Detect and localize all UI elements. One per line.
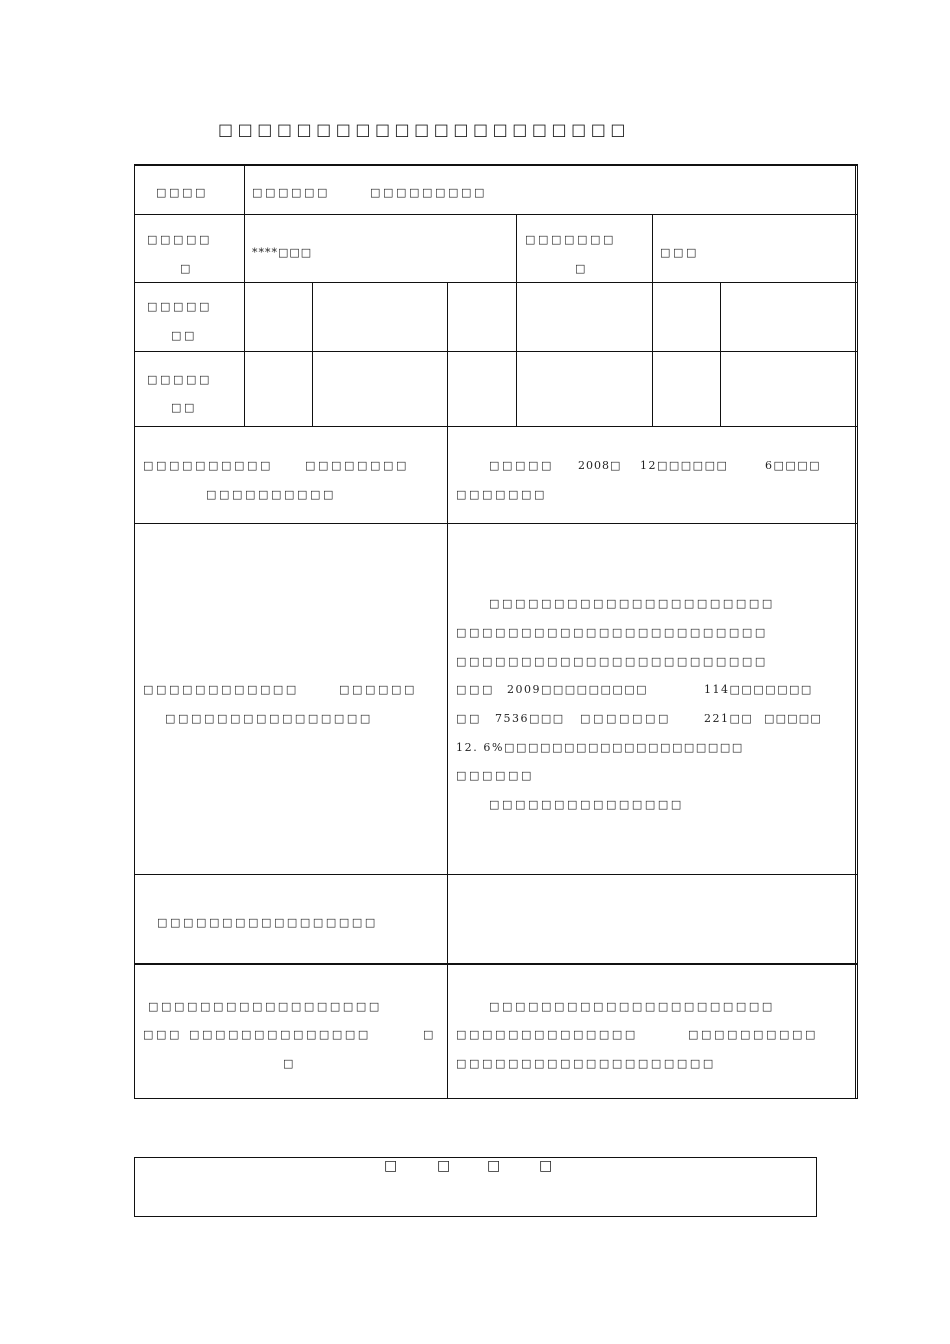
row8-left-line3: □	[283, 1057, 296, 1070]
row6-para-line2: □□□□□□□□□□□□□□□□□□□□□□□□	[456, 626, 768, 639]
row-divider	[134, 214, 857, 215]
col-divider	[447, 282, 448, 1099]
row8-left-line2c: □	[423, 1028, 436, 1041]
row6-para-line5b: 7536□□□	[495, 712, 565, 725]
row2-label2-line1: □□□□□□□	[525, 233, 616, 246]
document-title: □□□□□□□□□□□□□□□□□□□□□	[218, 120, 630, 139]
row3-label-line1: □□□□□	[147, 300, 212, 313]
row7-left: □□□□□□□□□□□□□□□□□	[157, 916, 378, 929]
row-divider	[134, 523, 857, 524]
row6-para-line5c: □□□□□□□	[580, 712, 671, 725]
row6-para-line1: □□□□□□□□□□□□□□□□□□□□□□	[489, 597, 775, 610]
col-divider	[312, 282, 313, 426]
row8-right-line1: □□□□□□□□□□□□□□□□□□□□□□	[489, 1000, 775, 1013]
row6-para-line5e: □□□□□	[764, 712, 822, 725]
row4-label-line2: □□	[171, 401, 197, 414]
row-divider	[134, 282, 857, 283]
table-border-top	[134, 164, 857, 166]
col-divider	[720, 282, 721, 426]
row3-label-line2: □□	[171, 329, 197, 342]
table-border-left	[134, 164, 135, 1099]
row8-left-line1: □□□□□□□□□□□□□□□□□□	[148, 1000, 382, 1013]
row8-right-line2a: □□□□□□□□□□□□□□	[456, 1028, 638, 1041]
footer-char: □	[539, 1158, 553, 1174]
row6-left-line1b: □□□□□□	[339, 683, 417, 696]
row6-para-line5d: 221□□	[704, 712, 754, 725]
row5-left-line2: □□□□□□□□□□	[206, 488, 336, 501]
row6-para-line8: □□□□□□□□□□□□□□□	[489, 798, 684, 811]
row5-left-line1a: □□□□□□□□□□	[143, 459, 273, 472]
table-border-right	[855, 164, 856, 1099]
row5-right-line2: □□□□□□□	[456, 488, 547, 501]
row8-left-line2b: □□□□□□□□□□□□□□	[189, 1028, 371, 1041]
row6-para-line3: □□□□□□□□□□□□□□□□□□□□□□□□	[456, 655, 768, 668]
col-divider	[516, 214, 517, 426]
row6-para-line5a: □□	[456, 712, 482, 725]
row6-para-line4a: □□□	[456, 683, 495, 696]
row6-para-line7: □□□□□□	[456, 769, 534, 782]
row5-right-line1a: □□□□□	[489, 459, 554, 472]
row8-left-line2a: □□□	[143, 1028, 182, 1041]
col-divider	[652, 214, 653, 426]
row2-label2-line2: □	[575, 262, 588, 275]
row5-right-line1c: 12□□□□□□	[640, 459, 729, 472]
row6-left-line1a: □□□□□□□□□□□□	[143, 683, 299, 696]
footer-char: □	[384, 1158, 398, 1174]
footer-char: □	[487, 1158, 501, 1174]
row6-para-line4b: 2009□□□□□□□□□	[507, 683, 649, 696]
row6-left-line2: □□□□□□□□□□□□□□□□	[165, 712, 373, 725]
row1-value-b: □□□□□□□□□	[370, 186, 487, 199]
row8-right-line3: □□□□□□□□□□□□□□□□□□□□	[456, 1057, 716, 1070]
row2-label-line2: □	[180, 262, 193, 275]
row5-right-line1d: 6□□□□	[765, 459, 822, 472]
row-divider	[134, 963, 857, 965]
row-divider	[134, 351, 857, 352]
table-border-bottom	[134, 1098, 857, 1099]
row6-para-line4c: 114□□□□□□□	[704, 683, 813, 696]
row1-label: □□□□	[156, 186, 208, 199]
row4-label-line1: □□□□□	[147, 373, 212, 386]
row2-label-line1: □□□□□	[147, 233, 212, 246]
row-divider	[134, 874, 857, 875]
row6-para-line6: 12. 6%□□□□□□□□□□□□□□□□□□□□	[456, 741, 744, 754]
row2-value: ****□□□	[252, 246, 313, 259]
row1-value-a: □□□□□□	[252, 186, 330, 199]
footer-box	[134, 1157, 817, 1217]
row5-right-line1b: 2008□	[578, 459, 622, 472]
table-border-right-outer	[857, 164, 858, 1099]
row8-right-line2b: □□□□□□□□□□	[688, 1028, 818, 1041]
row2-value2: □□□	[660, 246, 699, 259]
row5-left-line1b: □□□□□□□□	[305, 459, 409, 472]
row-divider	[134, 426, 857, 427]
footer-char: □	[437, 1158, 451, 1174]
col-divider	[244, 164, 245, 426]
